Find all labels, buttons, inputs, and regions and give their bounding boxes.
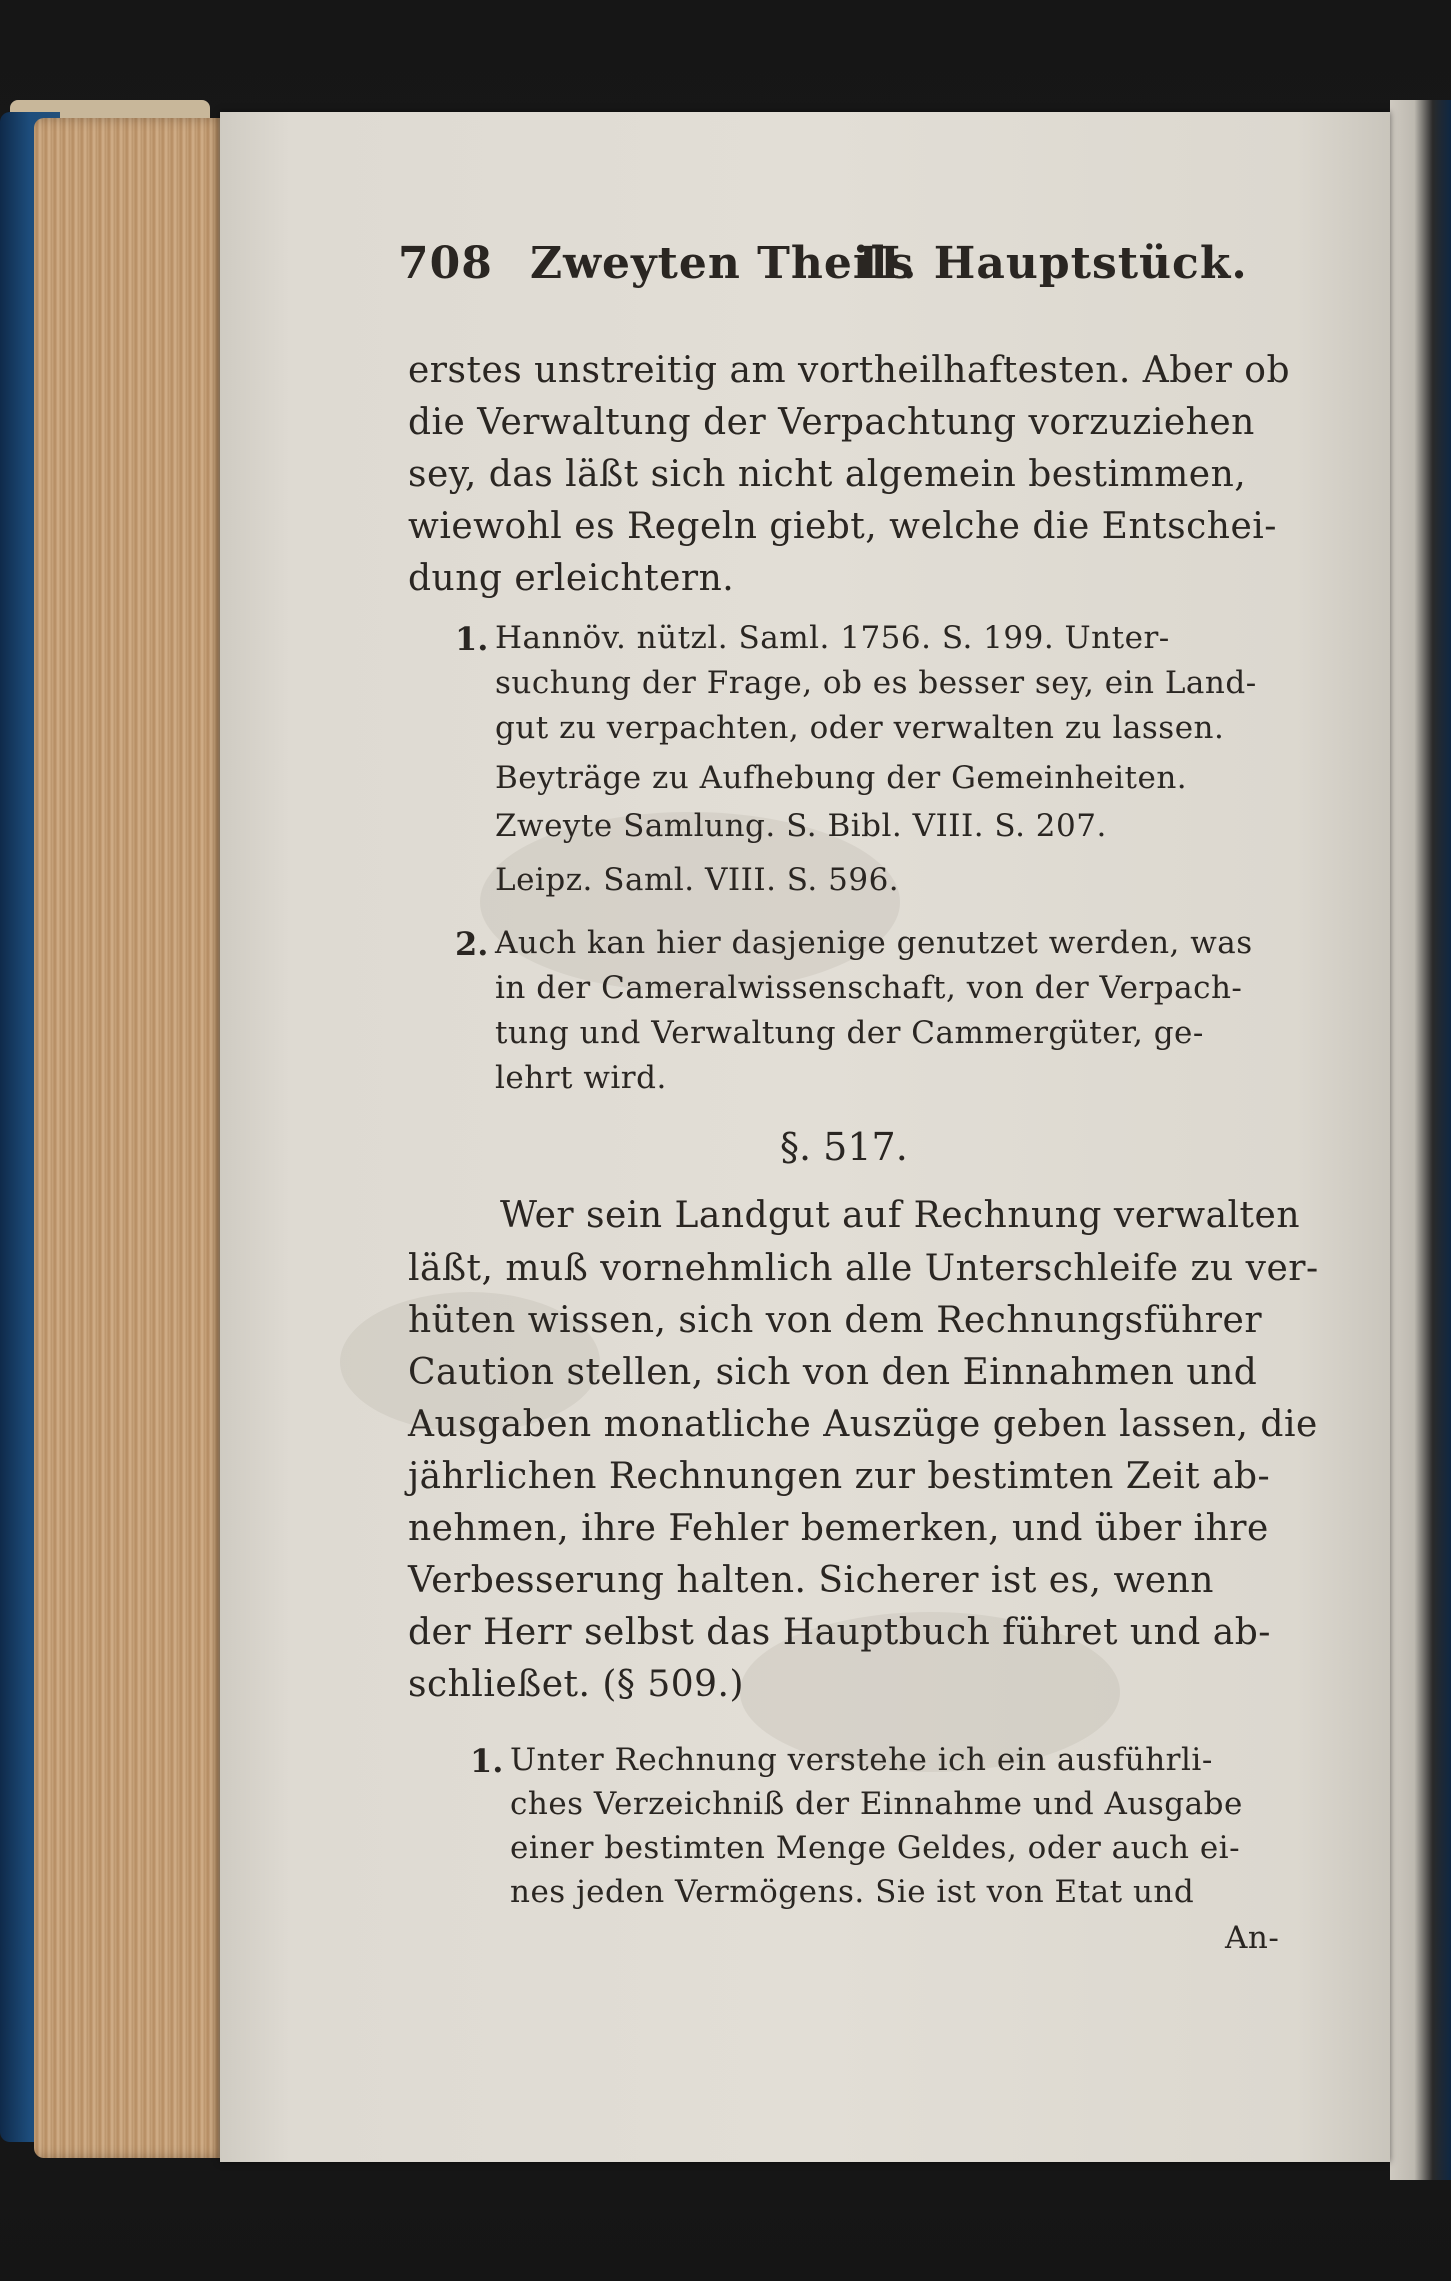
- running-title: Zweyten Theils: [530, 238, 915, 289]
- page-number: 708: [398, 238, 493, 289]
- note-line: in der Cameralwissenschaft, von der Verpach-: [495, 970, 1243, 1006]
- body-line: Verbesserung halten. Sicherer ist es, wenn: [408, 1560, 1214, 1601]
- body-line: sey, das läßt sich nicht algemein bestimmen,: [408, 454, 1247, 495]
- note-line: Zweyte Samlung. S. Bibl. VIII. S. 207.: [495, 808, 1107, 844]
- note-line: Leipz. Saml. VIII. S. 596.: [495, 862, 900, 898]
- body-line: die Verwaltung der Verpachtung vorzuziehen: [408, 402, 1255, 443]
- body-line: der Herr selbst das Hauptbuch führet und ab-: [408, 1612, 1271, 1653]
- body-line: Wer sein Landgut auf Rechnung verwalten: [500, 1195, 1301, 1236]
- body-line: dung erleichtern.: [408, 558, 735, 599]
- note-line: nes jeden Vermögens. Sie ist von Etat und: [510, 1874, 1195, 1910]
- body-line: läßt, muß vornehmlich alle Unterschleife zu ver-: [408, 1248, 1319, 1289]
- chapter-title: II. Hauptstück.: [858, 238, 1248, 289]
- note-line: tung und Verwaltung der Cammergüter, ge-: [495, 1015, 1204, 1051]
- catchword: An-: [1225, 1920, 1280, 1956]
- note-line: Hannöv. nützl. Saml. 1756. S. 199. Unter-: [495, 620, 1170, 656]
- running-header: [398, 238, 1248, 308]
- note-line: Unter Rechnung verstehe ich ein ausführli-: [510, 1742, 1213, 1778]
- body-line: schließet. (§ 509.): [408, 1664, 745, 1705]
- section-heading: §. 517.: [780, 1125, 908, 1169]
- body-line: Ausgaben monatliche Auszüge geben lassen, die: [408, 1404, 1318, 1445]
- page-edges: [34, 118, 224, 2158]
- body-line: nehmen, ihre Fehler bemerken, und über ihre: [408, 1508, 1269, 1549]
- note-number: 1.: [470, 1742, 504, 1780]
- body-line: Caution stellen, sich von den Einnahmen und: [408, 1352, 1258, 1393]
- note-line: suchung der Frage, ob es besser sey, ein Land-: [495, 665, 1257, 701]
- note-line: Auch kan hier dasjenige genutzet werden, was: [495, 925, 1253, 961]
- note-number: 2.: [455, 925, 489, 963]
- book-cover-right: [1390, 100, 1451, 2180]
- note-line: gut zu verpachten, oder verwalten zu lassen.: [495, 710, 1225, 746]
- note-line: ches Verzeichniß der Einnahme und Ausgabe: [510, 1786, 1243, 1822]
- body-line: erstes unstreitig am vortheilhaftesten. Aber ob: [408, 350, 1291, 391]
- note-line: einer bestimten Menge Geldes, oder auch ei-: [510, 1830, 1241, 1866]
- note-line: lehrt wird.: [495, 1060, 667, 1096]
- body-line: hüten wissen, sich von dem Rechnungsführer: [408, 1300, 1263, 1341]
- note-number: 1.: [455, 620, 489, 658]
- note-line: Beyträge zu Aufhebung der Gemeinheiten.: [495, 760, 1188, 796]
- body-line: wiewohl es Regeln giebt, welche die Entschei-: [408, 506, 1277, 547]
- body-line: jährlichen Rechnungen zur bestimten Zeit ab-: [408, 1456, 1271, 1497]
